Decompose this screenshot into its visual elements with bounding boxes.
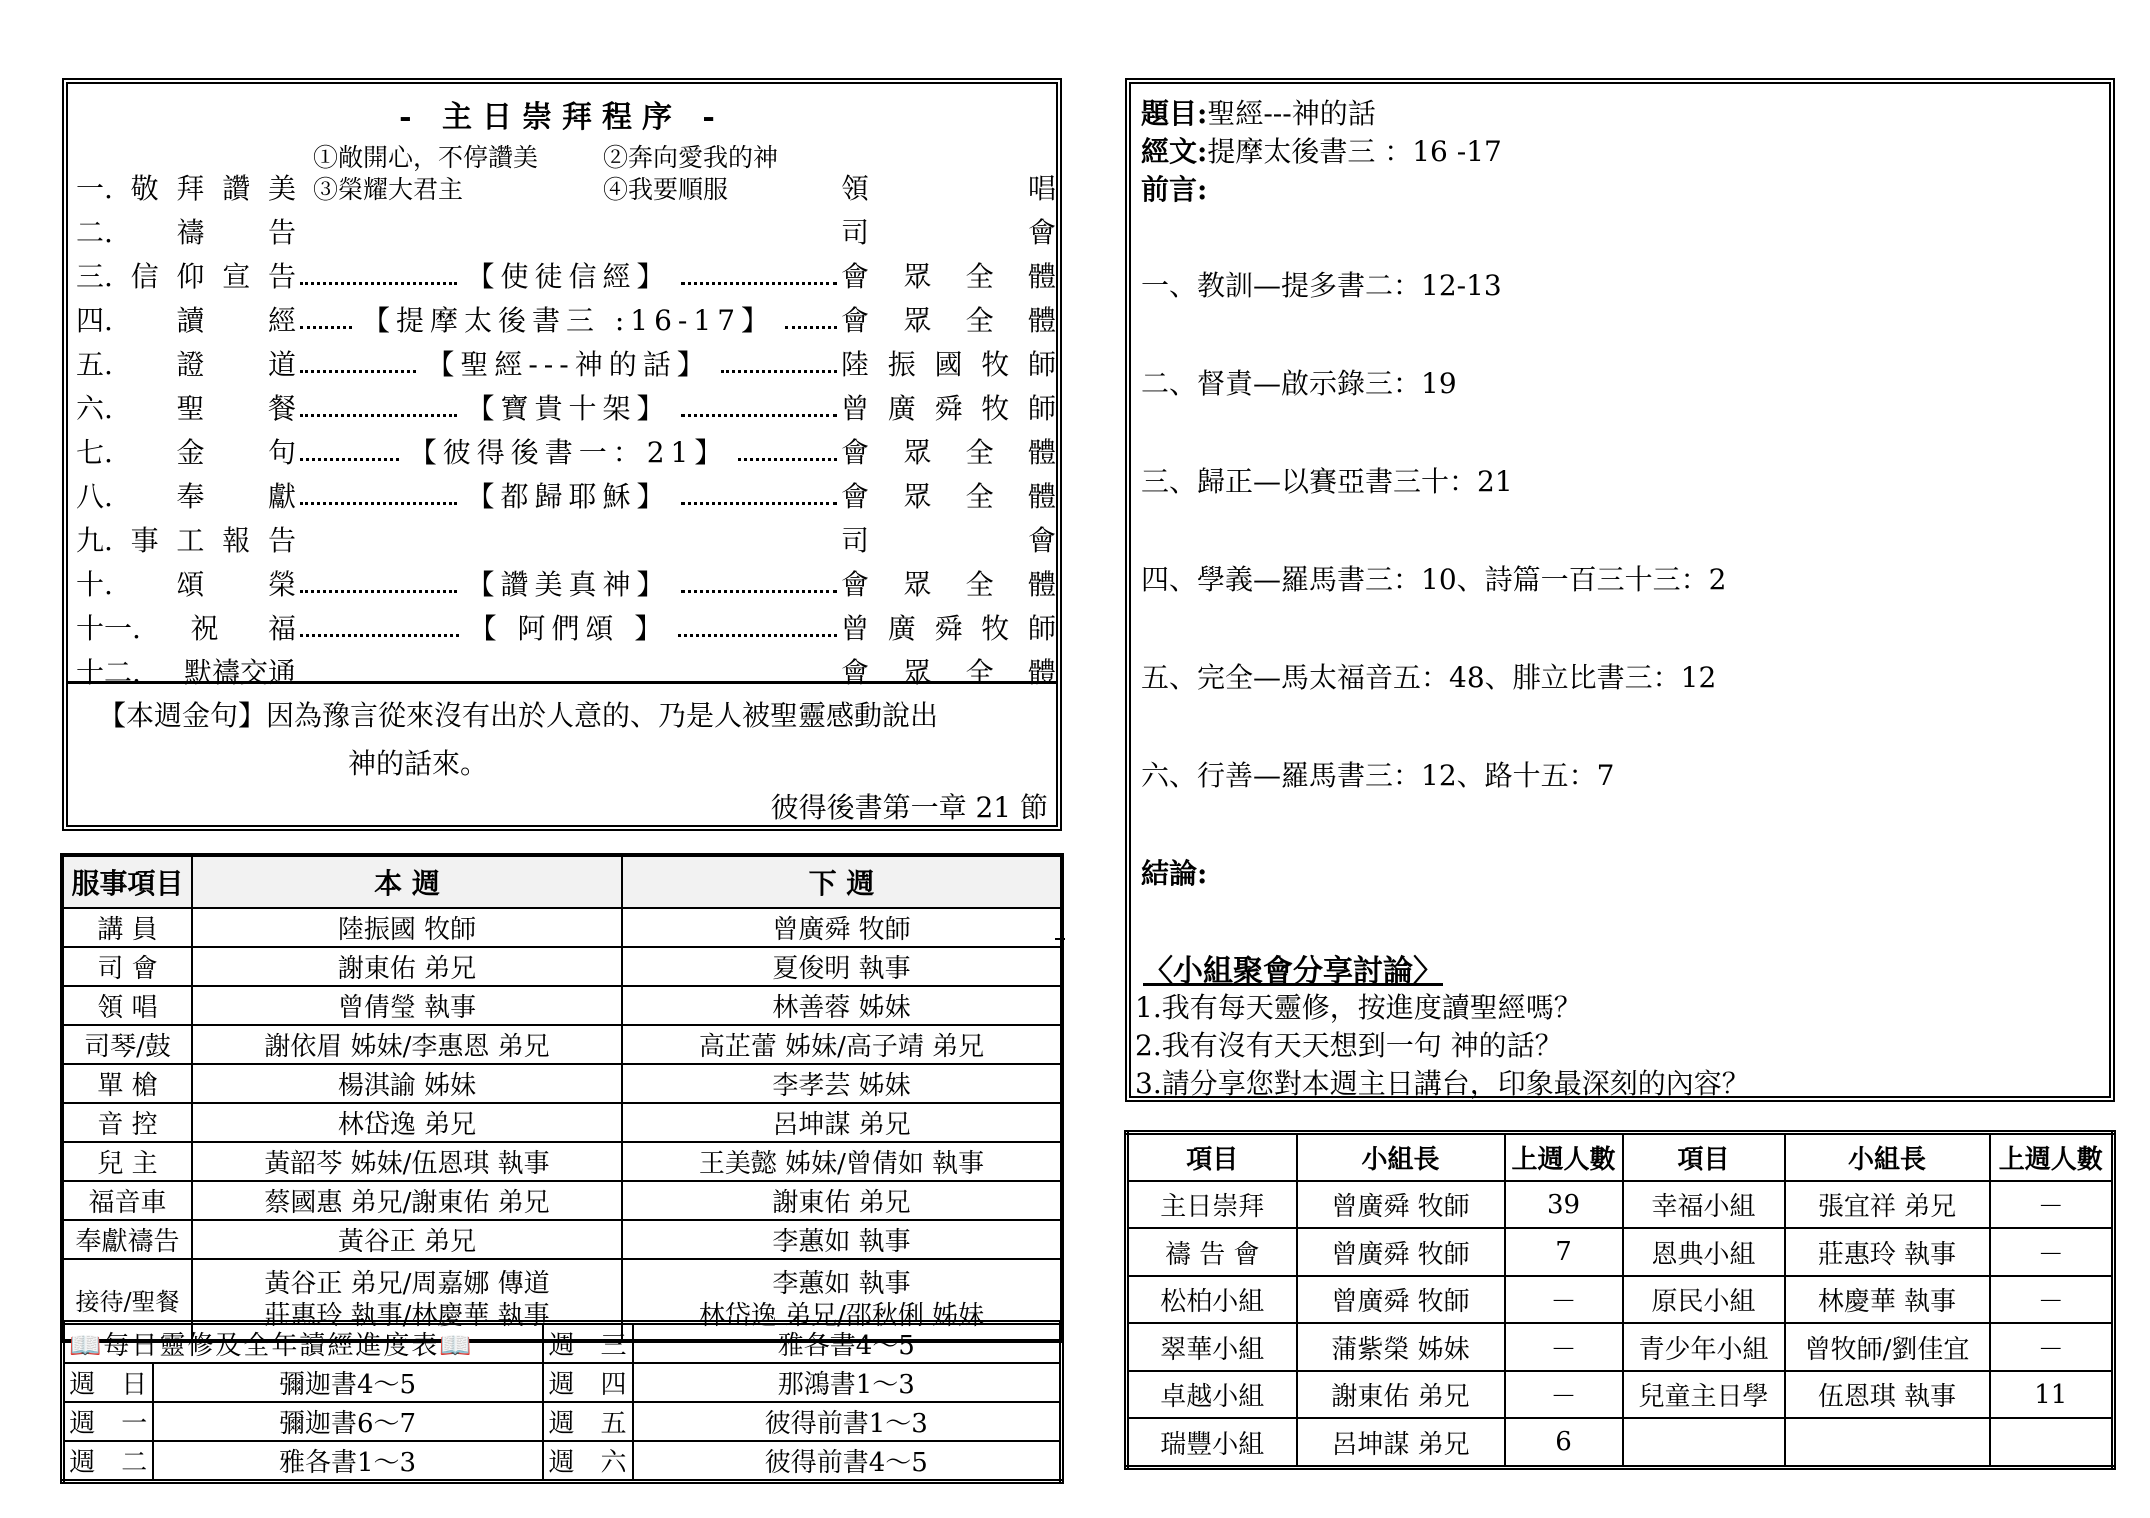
order-item-name-char: 告 <box>267 524 296 557</box>
order-item-leader-char: 牧 <box>981 612 1010 645</box>
roster-cell-label: 福音車 <box>62 1181 192 1220</box>
groups-cell: 幸福小組 <box>1623 1181 1785 1228</box>
order-item-leader-char: 振 <box>887 348 916 381</box>
groups-cell: 恩典小組 <box>1623 1228 1785 1275</box>
order-item-number: 十二. <box>76 656 141 689</box>
reading-day: 週 一 <box>63 1402 153 1441</box>
order-item-title: 【使徒信經】 <box>466 260 671 293</box>
hymn-2: ②奔向愛我的神 <box>603 143 779 172</box>
leader-dots <box>300 590 457 593</box>
order-item-leader-char: 體 <box>1027 656 1056 689</box>
order-item-name <box>76 300 296 342</box>
order-item <box>76 300 1056 342</box>
order-item-name-char: 獻 <box>267 480 296 513</box>
discussion-title: 〈小組聚會分享討論〉 <box>1143 954 1443 989</box>
reading-book: 彌迦書6～7 <box>153 1402 543 1441</box>
leader-dots <box>300 414 457 417</box>
order-item-leader-char: 會 <box>841 436 870 469</box>
order-item-fill <box>296 388 841 430</box>
order-item <box>76 476 1056 518</box>
reading-book: 雅各書1～3 <box>153 1441 543 1482</box>
point-6: 六、行善—羅馬書三：12、路十五：7 <box>1141 759 1615 792</box>
order-item-leader-char: 會 <box>841 304 870 337</box>
topic-label: 題目: <box>1141 97 1208 130</box>
point-4: 四、學義—羅馬書三：10、詩篇一百三十三：2 <box>1141 563 1727 596</box>
order-item-fill <box>296 432 841 474</box>
point-2: 二、督責—啟示錄三：19 <box>1141 367 1457 400</box>
groups-cell: 主日崇拜 <box>1127 1181 1297 1228</box>
small-groups-table <box>1124 1130 2116 1470</box>
groups-cell: 曾廣舜 牧師 <box>1297 1181 1505 1228</box>
groups-cell: 伍恩琪 執事 <box>1785 1371 1990 1418</box>
roster-cell-this-week: 謝依眉 姊妹/李惠恩 弟兄 <box>192 1025 622 1064</box>
topic-text: 聖經---神的話 <box>1207 97 1376 130</box>
roster-row <box>62 908 1062 947</box>
roster-cell-next-week: 呂坤謀 弟兄 <box>622 1103 1062 1142</box>
roster-cell-next-week: 林善蓉 姊妹 <box>622 986 1062 1025</box>
order-item-leader <box>841 256 1056 298</box>
reading-book: 那鴻書1～3 <box>633 1363 1062 1402</box>
order-item-leader-char: 全 <box>965 260 994 293</box>
order-item-title: 【寶貴十架】 <box>466 392 671 425</box>
order-item-leader <box>841 212 1056 254</box>
order-item-fill <box>296 476 841 518</box>
roster-cell-this-week: 陸振國 牧師 <box>192 908 622 947</box>
roster-line: 莊惠玲 執事/林慶華 執事 <box>264 1300 550 1331</box>
leader-dots <box>681 590 838 593</box>
leader-dots <box>300 326 352 329</box>
order-item-fill <box>296 232 841 235</box>
order-item-name-char: 事 <box>130 524 159 557</box>
groups-header: 項目 <box>1623 1133 1785 1182</box>
roster-header-item: 服事項目 <box>62 855 192 908</box>
conclusion-label: 結論: <box>1141 857 1208 890</box>
groups-cell: 張宜祥 弟兄 <box>1785 1181 1990 1228</box>
order-item <box>76 388 1056 430</box>
order-item-name-char: 讚 <box>222 172 251 205</box>
order-item-leader-char: 會 <box>841 656 870 689</box>
verse-line-1: 因為豫言從來沒有出於人意的、乃是人被聖靈感動說出 <box>266 699 939 732</box>
order-item-name-char: 工 <box>176 524 205 557</box>
roster-cell-label: 音 控 <box>62 1103 192 1142</box>
reading-title: 📖每日靈修及全年讀經進度表📖 <box>63 1323 543 1364</box>
groups-cell: 呂坤謀 弟兄 <box>1297 1418 1505 1467</box>
roster-row <box>62 947 1062 986</box>
order-item-leader-char: 領 <box>841 172 870 205</box>
order-item-leader-char: 牧 <box>981 392 1010 425</box>
groups-cell <box>1785 1418 1990 1467</box>
order-item-leader-char: 會 <box>841 568 870 601</box>
order-item-name-char: 聖 <box>176 392 205 425</box>
roster-cell-this-week: 黃韶芩 姊妹/伍恩琪 執事 <box>192 1142 622 1181</box>
order-item-leader-char: 舜 <box>934 392 963 425</box>
order-item-leader-char: 體 <box>1027 480 1056 513</box>
leader-dots <box>738 458 837 461</box>
order-item-name-char: 頌 <box>176 568 205 601</box>
order-item-leader-char: 舜 <box>934 612 963 645</box>
order-item-leader-char: 師 <box>1027 348 1056 381</box>
order-item-name <box>76 256 296 298</box>
order-item-leader-char: 眾 <box>903 568 932 601</box>
groups-cell: 6 <box>1505 1418 1623 1467</box>
question-3: 3.請分享您對本週主日講台，印象最深刻的內容？ <box>1135 1067 1750 1100</box>
roster-cell-this-week: 林岱逸 弟兄 <box>192 1103 622 1142</box>
order-item-name <box>76 608 296 650</box>
order-item-leader-char: 司 <box>841 524 870 557</box>
weekly-verse <box>98 692 1048 788</box>
order-item-number: 十一. <box>76 612 141 645</box>
order-item-number: 二. <box>76 216 113 249</box>
roster-cell-next-week: 王美懿 姊妹/曾倩如 執事 <box>622 1142 1062 1181</box>
order-item-name-char: 美 <box>267 172 296 205</box>
order-item-number: 一. <box>76 172 113 205</box>
groups-cell: － <box>1990 1228 2114 1275</box>
order-item-name-char: 仰 <box>176 260 205 293</box>
groups-row <box>1127 1228 2114 1275</box>
order-item-name-char: 餐 <box>267 392 296 425</box>
leader-dots <box>300 458 399 461</box>
order-item-name-char: 告 <box>267 260 296 293</box>
order-item-title: 【都歸耶穌】 <box>466 480 671 513</box>
groups-cell: 林慶華 執事 <box>1785 1276 1990 1323</box>
roster-cell-label: 領 唱 <box>62 986 192 1025</box>
leader-dots <box>785 326 837 329</box>
order-of-worship-box <box>62 78 1062 831</box>
groups-cell: 曾牧師/劉佳宜 <box>1785 1323 1990 1370</box>
groups-header: 小組長 <box>1785 1133 1990 1182</box>
order-item <box>76 652 1056 694</box>
order-item-title: 【聖經---神的話】 <box>426 348 711 381</box>
hymn-1: ①敞開心，不停讚美 <box>313 143 539 172</box>
question-2: 2.我有沒有天天想到一句 神的話？ <box>1135 1029 1563 1062</box>
reading-book: 彌迦書4～5 <box>153 1363 543 1402</box>
order-item-name-char: 榮 <box>267 568 296 601</box>
reading-day: 週 五 <box>543 1402 633 1441</box>
leader-dots <box>300 282 457 285</box>
groups-cell: 曾廣舜 牧師 <box>1297 1276 1505 1323</box>
groups-cell <box>1623 1418 1785 1467</box>
order-item-fill <box>296 564 841 606</box>
order-item-name <box>76 476 296 518</box>
roster-cell-next-week: 曾廣舜 牧師 <box>622 908 1062 947</box>
order-item-leader <box>841 300 1056 342</box>
groups-cell: 卓越小組 <box>1127 1371 1297 1418</box>
leader-dots <box>300 370 416 373</box>
order-item-name-char: 拜 <box>176 172 205 205</box>
groups-row <box>1127 1371 2114 1418</box>
order-item-title: 【讚美真神】 <box>466 568 671 601</box>
order-item-leader-char: 體 <box>1027 568 1056 601</box>
order-item-leader-char: 司 <box>841 216 870 249</box>
leader-dots <box>300 502 457 505</box>
groups-cell: － <box>1990 1276 2114 1323</box>
roster-row <box>62 1064 1062 1103</box>
roster-cell-next-week: 謝東佑 弟兄 <box>622 1181 1062 1220</box>
roster-body <box>62 908 1062 1259</box>
order-item <box>76 168 1056 210</box>
order-item-leader-char: 全 <box>965 304 994 337</box>
leader-dots <box>678 634 837 637</box>
order-item-number: 七. <box>76 436 113 469</box>
order-item-name-char: 經 <box>267 304 296 337</box>
groups-row <box>1127 1276 2114 1323</box>
order-item-leader-char: 眾 <box>903 436 932 469</box>
order-item-leader <box>841 432 1056 474</box>
scripture-text: 提摩太後書三 ：16 -17 <box>1207 135 1502 168</box>
roster-cell-next-week: 李蕙如 執事 <box>622 1220 1062 1259</box>
groups-cell: 39 <box>1505 1181 1623 1228</box>
order-item-leader-char: 體 <box>1027 436 1056 469</box>
roster-header-next-week: 下 週 <box>622 855 1062 908</box>
order-item-fill <box>296 540 841 543</box>
order-item-name-char: 奉 <box>176 480 205 513</box>
order-item-leader <box>841 564 1056 606</box>
order-item-name-char: 信 <box>130 260 159 293</box>
groups-cell: 原民小組 <box>1623 1276 1785 1323</box>
order-item-leader-char: 會 <box>1027 524 1056 557</box>
order-item-leader-char: 會 <box>1027 216 1056 249</box>
verse-line-2: 神的話來。 <box>348 747 489 780</box>
order-item-fill <box>296 672 841 675</box>
order-item-leader-char: 會 <box>841 480 870 513</box>
order-item-name <box>76 520 296 562</box>
groups-cell: 7 <box>1505 1228 1623 1275</box>
groups-body <box>1127 1181 2114 1468</box>
order-item-leader-char: 全 <box>965 568 994 601</box>
order-item-number: 九. <box>76 524 113 557</box>
groups-row <box>1127 1418 2114 1467</box>
groups-header: 小組長 <box>1297 1133 1505 1182</box>
hymn-4: ④我要順服 <box>603 175 729 204</box>
order-item <box>76 344 1056 386</box>
order-item-leader <box>841 388 1056 430</box>
roster-cell-next-week: 李孝芸 姊妹 <box>622 1064 1062 1103</box>
order-item-leader <box>841 608 1056 650</box>
order-item-leader-char: 師 <box>1027 392 1056 425</box>
service-roster-table <box>60 853 1064 1343</box>
verse-reference: 彼得後書第一章 21 節 <box>770 791 1048 824</box>
groups-cell: 11 <box>1990 1371 2114 1418</box>
reading-schedule-table <box>60 1320 1064 1484</box>
order-item-title: 【 阿們頌 】 <box>468 612 669 645</box>
order-divider <box>68 681 1056 684</box>
point-3: 三、歸正—以賽亞書三十：21 <box>1141 465 1513 498</box>
order-item-leader-char: 曾 <box>841 612 870 645</box>
order-item <box>76 432 1056 474</box>
groups-cell: － <box>1505 1323 1623 1370</box>
groups-cell: 松柏小組 <box>1127 1276 1297 1323</box>
roster-cell-label: 講 員 <box>62 908 192 947</box>
roster-cell-label: 單 槍 <box>62 1064 192 1103</box>
order-item-leader <box>841 652 1056 694</box>
reading-day: 週 三 <box>543 1323 633 1364</box>
roster-cell-label: 司 會 <box>62 947 192 986</box>
reading-day: 週 四 <box>543 1363 633 1402</box>
roster-cell-label: 接待/聖餐 <box>62 1259 192 1341</box>
groups-cell: 禱 告 會 <box>1127 1228 1297 1275</box>
roster-header-this-week: 本 週 <box>192 855 622 908</box>
order-item <box>76 608 1056 650</box>
order-item-name <box>76 388 296 430</box>
order-item-name <box>76 652 296 694</box>
order-item-name-char: 告 <box>267 216 296 249</box>
order-item-name-char: 報 <box>222 524 251 557</box>
order-item-number: 十. <box>76 568 113 601</box>
roster-cell-this-week: 楊淇諭 姊妹 <box>192 1064 622 1103</box>
groups-cell: － <box>1990 1181 2114 1228</box>
leader-dots <box>681 414 838 417</box>
roster-cell-next-week: 夏俊明 執事 <box>622 947 1062 986</box>
roster-row <box>62 1103 1062 1142</box>
roster-line: 黃谷正 弟兄/周嘉娜 傳道 <box>264 1268 550 1299</box>
roster-row <box>62 1142 1062 1181</box>
order-item-name-char: 道 <box>267 348 296 381</box>
order-item-title: 【提摩太後書三 :16-17】 <box>361 304 776 337</box>
point-1: 一、教訓—提多書二：12-13 <box>1141 269 1502 302</box>
roster-row <box>62 986 1062 1025</box>
intro-label: 前言: <box>1141 173 1208 206</box>
roster-cell-label: 奉獻禱告 <box>62 1220 192 1259</box>
groups-cell: 謝東佑 弟兄 <box>1297 1371 1505 1418</box>
order-item-fill <box>296 256 841 298</box>
order-title: - 主日崇拜程序 - <box>399 100 725 135</box>
reading-day: 週 日 <box>63 1363 153 1402</box>
roster-cell-this-week: 曾倩瑩 執事 <box>192 986 622 1025</box>
order-item-fill <box>296 300 841 342</box>
groups-cell: － <box>1505 1371 1623 1418</box>
order-item-leader-char: 師 <box>1027 612 1056 645</box>
leader-dots <box>681 282 838 285</box>
sermon-notes-box <box>1125 78 2115 1102</box>
order-item <box>76 256 1056 298</box>
order-item-name <box>76 212 296 254</box>
order-item <box>76 564 1056 606</box>
groups-cell: 曾廣舜 牧師 <box>1297 1228 1505 1275</box>
order-item-leader-char: 國 <box>934 348 963 381</box>
order-item-name-char: 證 <box>176 348 205 381</box>
roster-cell-this-week: 蔡國惠 弟兄/謝東佑 弟兄 <box>192 1181 622 1220</box>
groups-cell: 莊惠玲 執事 <box>1785 1228 1990 1275</box>
leader-dots <box>300 634 459 637</box>
order-item-title: 【彼得後書一：21】 <box>408 436 729 469</box>
order-item-number: 五. <box>76 348 113 381</box>
question-1: 1.我有每天靈修，按進度讀聖經嗎？ <box>1135 991 1582 1024</box>
point-5: 五、完全—馬太福音五：48、腓立比書三：12 <box>1141 661 1717 694</box>
roster-row <box>62 1025 1062 1064</box>
groups-cell: － <box>1990 1323 2114 1370</box>
groups-header: 上週人數 <box>1505 1133 1623 1182</box>
order-item-name <box>76 344 296 386</box>
order-item-name-char: 禱 <box>176 216 205 249</box>
order-item-leader-char: 眾 <box>903 304 932 337</box>
order-item-name-char: 宣 <box>222 260 251 293</box>
order-item-leader-char: 眾 <box>903 480 932 513</box>
margin-mark <box>1055 938 1065 940</box>
roster-cell-this-week: 謝東佑 弟兄 <box>192 947 622 986</box>
order-item-name-char: 默禱交通 <box>183 656 296 689</box>
groups-row <box>1127 1323 2114 1370</box>
order-item-leader-char: 眾 <box>903 656 932 689</box>
hymn-3: ③榮耀大君主 <box>313 175 464 204</box>
order-item-leader <box>841 520 1056 562</box>
order-item-number: 三. <box>76 260 113 293</box>
reading-book: 彼得前書4～5 <box>633 1441 1062 1482</box>
order-item-name-char: 敬 <box>130 172 159 205</box>
order-item-leader-char: 全 <box>965 436 994 469</box>
order-item <box>76 212 1056 254</box>
order-item-name-char: 讀 <box>176 304 205 337</box>
order-item-number: 六. <box>76 392 113 425</box>
order-item-name-char: 金 <box>176 436 205 469</box>
roster-cell-this-week: 黃谷正 弟兄 <box>192 1220 622 1259</box>
order-item-leader-char: 陸 <box>841 348 870 381</box>
verse-label: 【本週金句】 <box>98 699 267 732</box>
groups-row <box>1127 1181 2114 1228</box>
roster-cell-next-week: 高芷蕾 姊妹/高子靖 弟兄 <box>622 1025 1062 1064</box>
reading-book: 雅各書4～5 <box>633 1323 1062 1364</box>
order-item-name <box>76 432 296 474</box>
roster-cell-label: 兒 主 <box>62 1142 192 1181</box>
groups-header: 上週人數 <box>1990 1133 2114 1182</box>
order-item-leader <box>841 168 1056 210</box>
order-item-fill <box>296 344 841 386</box>
order-item <box>76 520 1056 562</box>
order-item-leader <box>841 344 1056 386</box>
order-item-number: 四. <box>76 304 113 337</box>
order-item-leader-char: 廣 <box>887 392 916 425</box>
reading-book: 彼得前書1～3 <box>633 1402 1062 1441</box>
order-item-number: 八. <box>76 480 113 513</box>
order-item-leader <box>841 476 1056 518</box>
reading-day: 週 二 <box>63 1441 153 1482</box>
roster-line: 林岱逸 弟兄/邵秋俐 姊妹 <box>698 1300 985 1331</box>
order-item-leader-char: 全 <box>965 656 994 689</box>
order-item-leader-char: 會 <box>841 260 870 293</box>
order-item-leader-char: 眾 <box>903 260 932 293</box>
groups-header: 項目 <box>1127 1133 1297 1182</box>
order-item-leader-char: 廣 <box>887 612 916 645</box>
order-item-leader-char: 體 <box>1027 304 1056 337</box>
roster-row <box>62 1220 1062 1259</box>
groups-cell: 兒童主日學 <box>1623 1371 1785 1418</box>
order-item-name <box>76 168 296 210</box>
reading-day: 週 六 <box>543 1441 633 1482</box>
order-item-leader-char: 唱 <box>1027 172 1056 205</box>
order-item-leader-char: 全 <box>965 480 994 513</box>
roster-line: 李蕙如 執事 <box>772 1268 911 1299</box>
scripture-label: 經文: <box>1141 135 1208 168</box>
roster-cell-label: 司琴/鼓 <box>62 1025 192 1064</box>
order-item-name-char: 福 <box>267 612 296 645</box>
order-item-leader-char: 牧 <box>981 348 1010 381</box>
groups-cell <box>1990 1418 2114 1467</box>
leader-dots <box>721 370 837 373</box>
groups-cell: 瑞豐小組 <box>1127 1418 1297 1467</box>
groups-cell: 蒲紫榮 姊妹 <box>1297 1323 1505 1370</box>
order-item-leader-char: 曾 <box>841 392 870 425</box>
order-item-name-char: 句 <box>267 436 296 469</box>
order-item-fill <box>296 608 841 650</box>
order-item-leader-char: 體 <box>1027 260 1056 293</box>
groups-cell: 翠華小組 <box>1127 1323 1297 1370</box>
groups-cell: 青少年小組 <box>1623 1323 1785 1370</box>
roster-row <box>62 1181 1062 1220</box>
order-item-name <box>76 564 296 606</box>
order-item-name-char: 祝 <box>190 612 219 645</box>
leader-dots <box>681 502 838 505</box>
groups-cell: － <box>1505 1276 1623 1323</box>
